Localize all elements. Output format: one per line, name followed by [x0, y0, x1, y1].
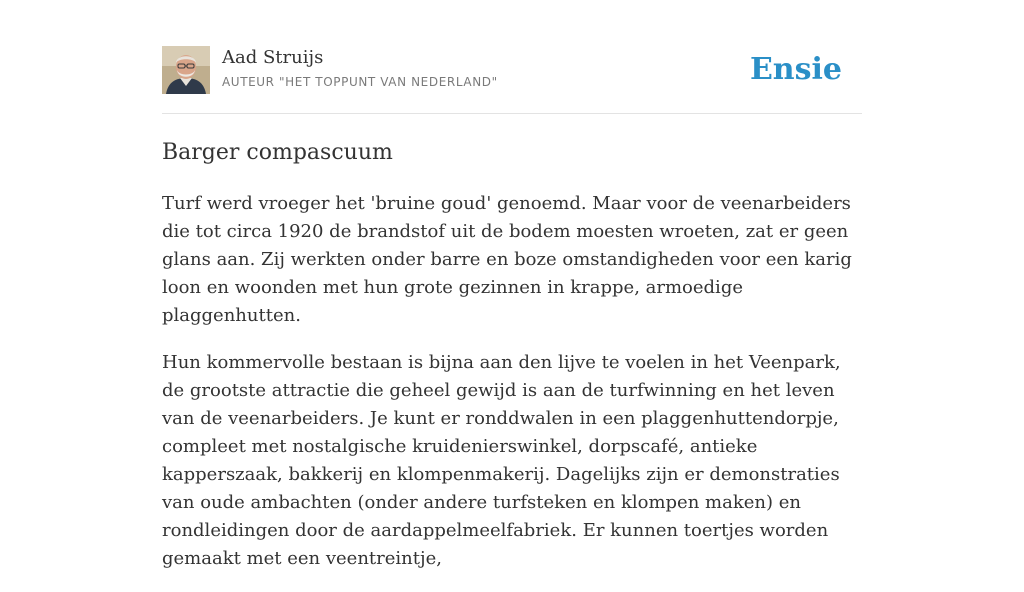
brand-logo[interactable]: Ensie: [749, 52, 842, 87]
person-photo-icon: [162, 46, 210, 94]
article-header: [162, 46, 862, 96]
author-avatar[interactable]: [162, 46, 210, 94]
author-name[interactable]: Aad Struijs: [222, 47, 324, 68]
article-paragraph: Turf werd vroeger het 'bruine goud' genoemd. Maar voor de veenarbeiders die tot circa 1920 de brandstof uit de bodem moesten wroeten, zat er geen glans aan. Zij werkten onder barre en boze omstandigheden voor een karig loon en woonden met hun grote gezinnen in krappe, armoedige plaggenhutten.: [162, 193, 852, 326]
header-divider: [162, 113, 862, 114]
author-role: AUTEUR "HET TOPPUNT VAN NEDERLAND": [222, 75, 498, 89]
article-paragraph: Hun kommervolle bestaan is bijna aan den lijve te voelen in het Veenpark, de grootste attractie die geheel gewijd is aan de turfwinning en het leven van de veenarbeiders. Je kunt er ronddwalen in een plaggenhuttendorpje, compleet met nostalgische kruidenierswinkel, dorpscafé, antieke kapperszaak, bakkerij en klompenmakerij. Dagelijks zijn er demonstraties van oude ambachten (onder andere turfsteken en klompen maken) en rondleidingen door de aardappelmeelfabriek. Er kunnen toertjes worden gemaakt met een veentreintje,: [162, 352, 841, 569]
article-title: Barger compascuum: [162, 140, 393, 165]
article-body: [162, 190, 864, 592]
